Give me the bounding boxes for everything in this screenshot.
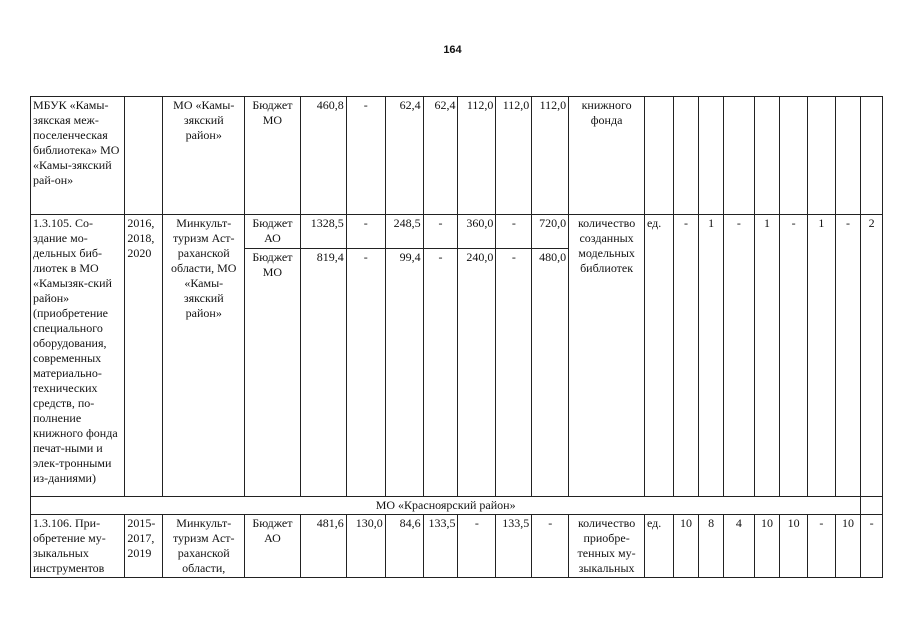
count-cell: 1 bbox=[699, 215, 724, 497]
executor: Минкульт-туризм Аст-раханской области, МО «Камы-зякский район» bbox=[163, 215, 245, 497]
count-cell bbox=[754, 97, 780, 215]
activity-name: МБУК «Камы-зякская меж-поселенческая библиотека» МО «Камы-зякский рай-он» bbox=[31, 97, 125, 215]
table-row bbox=[31, 97, 883, 215]
amount-2020: 480,0 bbox=[532, 249, 569, 497]
executor: Минкульт-туризм Аст-раханской области, bbox=[163, 515, 245, 578]
count-cell: 10 bbox=[835, 515, 861, 578]
amount-2017: - bbox=[423, 249, 458, 497]
unit bbox=[645, 97, 674, 215]
activity-name: 1.3.106. При-обретение му-зыкальных инструментов bbox=[31, 515, 125, 578]
amount-2016: 99,4 bbox=[385, 249, 423, 497]
amount-2020: - bbox=[532, 515, 569, 578]
indicator: количество приобре-тенных му-зыкальных bbox=[569, 515, 645, 578]
section-row bbox=[31, 497, 883, 515]
amount-2020: 112,0 bbox=[532, 97, 569, 215]
amount-2019: 112,0 bbox=[496, 97, 532, 215]
amount-2020: 720,0 bbox=[532, 215, 569, 249]
amount-2015: - bbox=[346, 215, 385, 249]
empty-cell bbox=[861, 497, 883, 515]
amount-2018: 240,0 bbox=[458, 249, 496, 497]
count-cell bbox=[780, 97, 808, 215]
count-cell: 1 bbox=[807, 215, 835, 497]
executor: МО «Камы-зякский район» bbox=[163, 97, 245, 215]
unit: ед. bbox=[645, 515, 674, 578]
amount-2017: 62,4 bbox=[423, 97, 458, 215]
funding-source: Бюджет АО bbox=[245, 215, 300, 249]
funding-source: Бюджет АО bbox=[245, 515, 300, 578]
count-cell: 10 bbox=[673, 515, 699, 578]
amount-2019: - bbox=[496, 249, 532, 497]
funding-source: Бюджет МО bbox=[245, 249, 300, 497]
count-cell bbox=[699, 97, 724, 215]
count-cell: 10 bbox=[780, 515, 808, 578]
indicator: книжного фонда bbox=[569, 97, 645, 215]
years: 2015-2017, 2019 bbox=[125, 515, 163, 578]
amount-2017: - bbox=[423, 215, 458, 249]
count-cell: 10 bbox=[754, 515, 780, 578]
table-row bbox=[31, 515, 883, 578]
amount-2016: 248,5 bbox=[385, 215, 423, 249]
years bbox=[125, 97, 163, 215]
count-cell bbox=[807, 97, 835, 215]
indicator: количество созданных модельных библиотек bbox=[569, 215, 645, 497]
count-cell: - bbox=[835, 215, 861, 497]
amount-2019: 133,5 bbox=[496, 515, 532, 578]
count-cell: 1 bbox=[754, 215, 780, 497]
amount-total: 481,6 bbox=[300, 515, 346, 578]
years: 2016, 2018, 2020 bbox=[125, 215, 163, 497]
program-table bbox=[30, 96, 883, 578]
funding-source: Бюджет МО bbox=[245, 97, 300, 215]
count-cell: - bbox=[673, 215, 699, 497]
count-cell: - bbox=[723, 215, 754, 497]
amount-2015: - bbox=[346, 249, 385, 497]
amount-2017: 133,5 bbox=[423, 515, 458, 578]
count-cell: 4 bbox=[723, 515, 754, 578]
amount-2015: - bbox=[346, 97, 385, 215]
count-cell: 8 bbox=[699, 515, 724, 578]
count-cell: - bbox=[861, 515, 883, 578]
amount-total: 460,8 bbox=[300, 97, 346, 215]
count-cell bbox=[673, 97, 699, 215]
count-cell bbox=[723, 97, 754, 215]
table-row bbox=[31, 215, 883, 249]
amount-2016: 62,4 bbox=[385, 97, 423, 215]
amount-2016: 84,6 bbox=[385, 515, 423, 578]
amount-total: 1328,5 bbox=[300, 215, 346, 249]
page-number: 164 bbox=[443, 44, 462, 56]
amount-2018: 112,0 bbox=[458, 97, 496, 215]
count-cell: - bbox=[807, 515, 835, 578]
amount-2015: 130,0 bbox=[346, 515, 385, 578]
count-cell bbox=[835, 97, 861, 215]
amount-total: 819,4 bbox=[300, 249, 346, 497]
section-title: МО «Красноярский район» bbox=[31, 497, 861, 515]
amount-2018: 360,0 bbox=[458, 215, 496, 249]
unit: ед. bbox=[645, 215, 674, 497]
count-cell: - bbox=[780, 215, 808, 497]
activity-name: 1.3.105. Со-здание мо-дельных биб-лиотек в МО «Камызяк-ский район» (приобретение специального оборудования, современных материально-технических средств, по-полнение книжного фонда печат-ными и элек-тронными из-даниями) bbox=[31, 215, 125, 497]
count-cell bbox=[861, 97, 883, 215]
count-cell: 2 bbox=[861, 215, 883, 497]
amount-2018: - bbox=[458, 515, 496, 578]
amount-2019: - bbox=[496, 215, 532, 249]
